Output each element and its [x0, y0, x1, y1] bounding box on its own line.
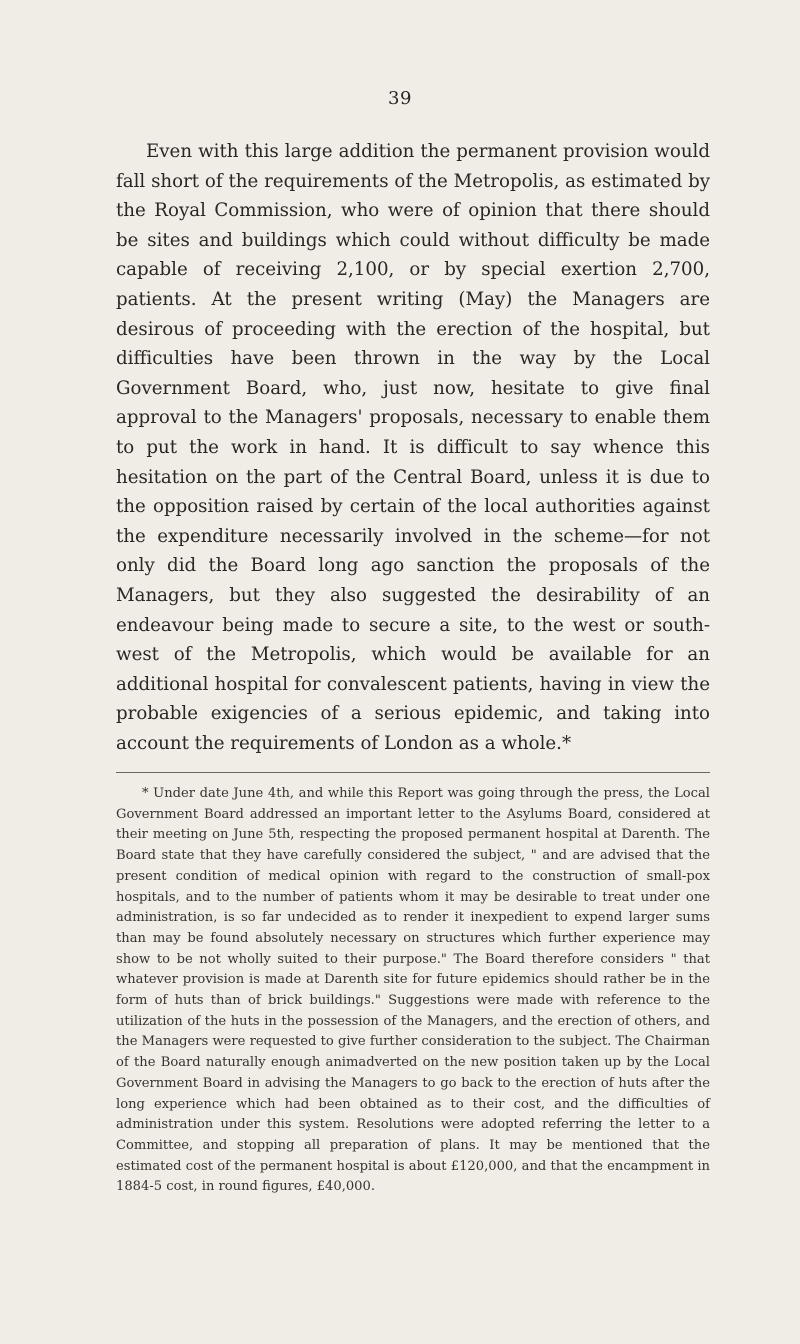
body-paragraph: Even with this large addition the permanent provision would fall short of the requirements of the Metropolis, as estimated by the Royal Commission, who were of opinion that there should be sites and buildings which could without difficulty be made capable of receiving 2,100, or by special exertion 2,700, patients. At the present writing (May) the Managers are desirous of proceeding with the erection of the hospital, but difficulties have been thrown in the way by the Local Government Board, who, just now, hesitate to give final approval to the Managers' proposals, necessary to enable them to put the work in hand. It is difficult to say whence this hesitation on the part of the Central Board, unless it is due to the opposition raised by certain of the local authorities against the expenditure necessarily involved in the scheme—for not only did the Board long ago sanction the proposals of the Managers, but they also suggested the desirability of an endeavour being made to secure a site, to the west or south-west of the Metropolis, which would be available for an additional hospital for convalescent patients, having in view the probable exigencies of a serious epidemic, and taking into account the requirements of London as a whole.* — [116, 141, 710, 754]
footnote: * Under date June 4th, and while this Report was going through the press, the Local Government Board addressed an important letter to the Asylums Board, considered at their meeting on June 5th, respecting the proposed permanent hospital at Darenth. The Board state that they have carefully considered the subject, " and are advised that the present condition of medical opinion with regard to the construction of small-pox hospitals, and to the number of patients whom it may be desirable to treat under one administration, is so far undecided as to render it inexpedient to expend larger sums than may be found absolutely necessary on structures which further experience may show to be not wholly suited to their purpose." The Board therefore considers " that whatever provision is made at Darenth site for future epidemics should rather be in the form of huts than of brick buildings." Suggestions were made with reference to the utilization of the huts in the possession of the Managers, and the erection of others, and the Managers were requested to give further consideration to the subject. The Chairman of the Board naturally enough animadverted on the new position taken up by the Local Government Board in advising the Managers to go back to the erection of huts after the long experience which had been obtained as to their cost, and the difficulties of administration under this system. Resolutions were adopted referring the letter to a Committee, and stopping all preparation of plans. It may be mentioned that the estimated cost of the permanent hospital is about £120,000, and that the encampment in 1884-5 cost, in round figures, £40,000. — [116, 786, 710, 1195]
footnote-divider — [116, 772, 710, 773]
page-number: 39 — [388, 88, 412, 109]
